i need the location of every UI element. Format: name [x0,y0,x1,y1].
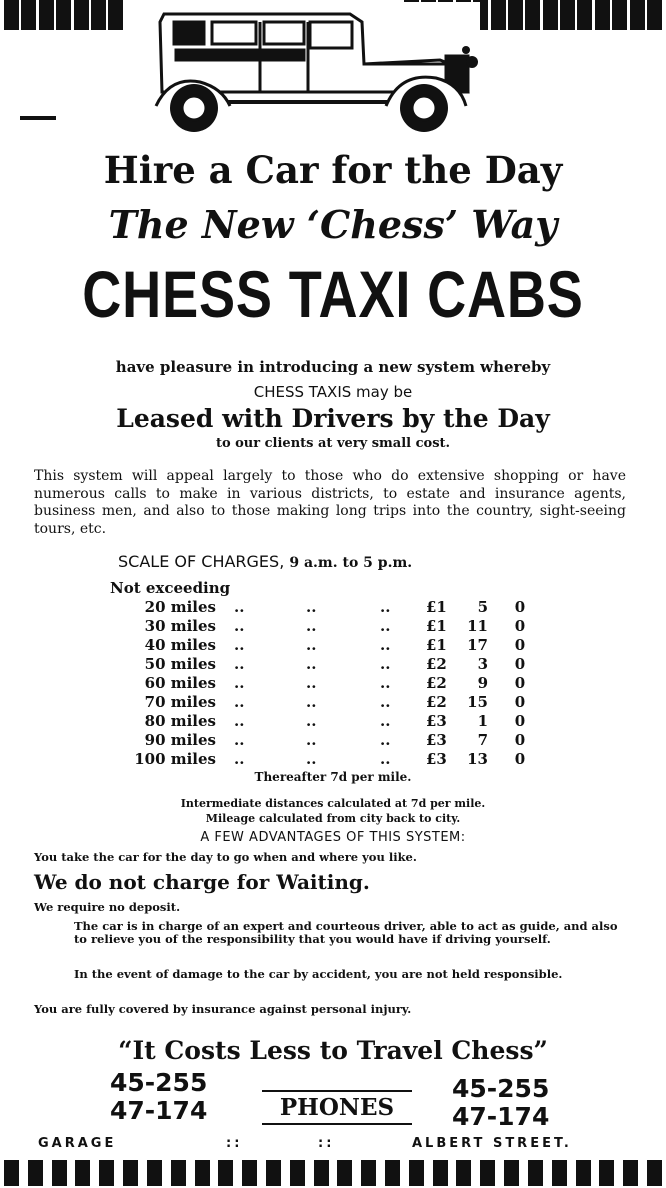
advantages-heading: A FEW ADVANTAGES OF THIS SYSTEM: [200,830,466,845]
border-bar [56,0,71,30]
rate-row [0,617,666,636]
border-bar [560,0,575,30]
border-bar [171,1160,186,1186]
leader-dots: .. [306,636,317,654]
border-bar [543,0,558,30]
advantage-6: You are fully covered by insurance against personal injury. [34,1002,412,1016]
rate-miles: 100 miles [134,750,216,768]
border-bar [123,1160,138,1186]
rate-row [0,674,666,693]
rate-pence: 0 [514,617,526,635]
rate-pounds: £2 [426,693,447,711]
rate-shillings: 17 [467,636,488,654]
border-bar [409,1160,424,1186]
border-bar [504,1160,519,1186]
intro-line-4: to our clients at very small cost. [215,436,451,451]
border-bar [433,1160,448,1186]
rate-shillings: 1 [477,712,488,730]
rate-pence: 0 [514,712,526,730]
border-bar [195,1160,210,1186]
rate-shillings: 3 [477,655,488,673]
leader-dots: .. [306,750,317,768]
rate-pounds: £1 [426,598,447,616]
leader-dots: .. [234,731,245,749]
rate-pence: 0 [514,674,526,692]
border-bar [508,0,523,30]
thereafter-note: Thereafter 7d per mile. [254,770,412,784]
advantage-3: We require no deposit. [34,900,181,914]
rate-shillings: 9 [477,674,488,692]
leader-dots: .. [306,598,317,616]
border-bar [577,0,592,30]
border-bar [480,1160,495,1186]
leader-dots: .. [234,750,245,768]
leader-dots: .. [234,598,245,616]
leader-dots: .. [380,636,391,654]
rate-pounds: £3 [426,750,447,768]
rate-pence: 0 [514,655,526,673]
taxi-car-illustration [150,2,480,136]
border-bar [612,0,627,30]
rate-pounds: £3 [426,712,447,730]
leader-dots: .. [380,655,391,673]
rate-pounds: £1 [426,636,447,654]
border-bar [91,0,106,30]
rate-pence: 0 [514,750,526,768]
border-bar [576,1160,591,1186]
rate-pounds: £2 [426,674,447,692]
intro-line-2: CHESS TAXIS may be [253,383,413,401]
rate-pence: 0 [514,693,526,711]
border-bar [39,0,54,30]
leader-dots: .. [380,693,391,711]
border-bar [456,1160,471,1186]
border-bar [361,1160,376,1186]
border-bar [147,1160,162,1186]
border-bar [99,1160,114,1186]
rate-shillings: 5 [477,598,488,616]
border-bar [528,1160,543,1186]
rate-row [0,750,666,769]
phone-number-right-1: 45-255 [452,1074,550,1103]
border-bar [491,0,506,30]
border-bar [4,1160,19,1186]
rate-miles: 90 miles [144,731,216,749]
slogan: “It Costs Less to Travel Chess” [118,1036,548,1065]
advantage-5: In the event of damage to the car by accident, you are not held responsible. [74,967,563,981]
border-bar [75,1160,90,1186]
border-bar [337,1160,352,1186]
leader-dots: .. [234,712,245,730]
no-waiting-charge: We do not charge for Waiting. [34,870,370,894]
leader-dots: .. [380,617,391,635]
rate-miles: 70 miles [144,693,216,711]
rate-row [0,655,666,674]
rate-pence: 0 [514,731,526,749]
rate-row [0,693,666,712]
footer-separator: :: [226,1136,243,1151]
border-bar [552,1160,567,1186]
not-exceeding-label: Not exceeding [110,579,231,597]
rate-miles: 40 miles [144,636,216,654]
border-bar [126,0,141,30]
leader-dots: .. [380,674,391,692]
rate-shillings: 11 [467,617,488,635]
leader-dots: .. [234,617,245,635]
footer-separator: :: [318,1136,335,1151]
border-bar [599,1160,614,1186]
phone-number-left-1: 45-255 [110,1068,208,1097]
scale-title [118,552,412,571]
border-bar [4,0,19,30]
rate-miles: 50 miles [144,655,216,673]
border-bar [108,0,123,30]
border-bar [28,1160,43,1186]
border-bar [266,1160,281,1186]
footer-street: ALBERT STREET. [412,1136,572,1151]
leader-dots: .. [306,617,317,635]
leader-dots: .. [306,712,317,730]
border-bar [525,0,540,30]
rate-miles: 20 miles [144,598,216,616]
leader-dots: .. [234,674,245,692]
rate-pounds: £1 [426,617,447,635]
leader-dots: .. [380,598,391,616]
border-bar [595,0,610,30]
border-bar [630,0,645,30]
border-bar [218,1160,233,1186]
leader-dots: .. [380,731,391,749]
leader-dots: .. [306,693,317,711]
rate-shillings: 15 [467,693,488,711]
rate-pounds: £2 [426,655,447,673]
phone-number-left-2: 47-174 [110,1096,208,1125]
headline-hire: Hire a Car for the Day [103,148,563,192]
phones-label: PHONES [262,1090,412,1125]
advantage-1: You take the car for the day to go when and where you like. [34,850,417,864]
intermediate-note: Intermediate distances calculated at 7d per mile. [180,797,486,810]
border-bar [52,1160,67,1186]
footer-garage: GARAGE [38,1136,117,1151]
leader-dots: .. [234,693,245,711]
leader-dots: .. [234,636,245,654]
description-paragraph: This system will appeal largely to those who do extensive shopping or have numerous calls to make in various districts, to estate and insurance agents, business men, and also to those making long trips into the country, sight-seeing tours, etc. [34,468,626,537]
leader-dots: .. [380,712,391,730]
leader-dots: .. [306,674,317,692]
border-bar [647,1160,662,1186]
bottom-border [0,1160,666,1186]
border-bar [623,1160,638,1186]
rate-shillings: 7 [477,731,488,749]
rate-shillings: 13 [467,750,488,768]
leader-dots: .. [306,731,317,749]
rate-row [0,731,666,750]
leader-dots: .. [234,655,245,673]
headline-company: CHESS TAXI CABS [82,257,584,331]
rate-miles: 60 miles [144,674,216,692]
rate-row [0,636,666,655]
mileage-note: Mileage calculated from city back to city. [205,812,461,825]
decorative-dash [20,116,56,120]
headline-chess-way: The New ‘Chess’ Way [108,202,558,247]
rate-pounds: £3 [426,731,447,749]
border-bar [74,0,89,30]
rate-row [0,712,666,731]
scale-hours: 9 a.m. to 5 p.m. [289,555,413,571]
leased-heading: Leased with Drivers by the Day [116,404,550,433]
border-bar [647,0,662,30]
border-bar [385,1160,400,1186]
border-bar [242,1160,257,1186]
rate-pence: 0 [514,636,526,654]
intro-line-1: have pleasure in introducing a new system whereby [115,358,551,376]
leader-dots: .. [380,750,391,768]
phone-number-right-2: 47-174 [452,1102,550,1131]
leader-dots: .. [306,655,317,673]
border-bar [21,0,36,30]
advantage-4: The car is in charge of an expert and courteous driver, able to act as guide, and also to relieve you of the responsibility that you would have if driving yourself. [74,919,618,946]
rate-row [0,598,666,617]
border-bar [290,1160,305,1186]
rate-miles: 80 miles [144,712,216,730]
scale-title-text: SCALE OF CHARGES, [118,552,285,571]
border-bar [314,1160,329,1186]
rate-pence: 0 [514,598,526,616]
rate-miles: 30 miles [144,617,216,635]
